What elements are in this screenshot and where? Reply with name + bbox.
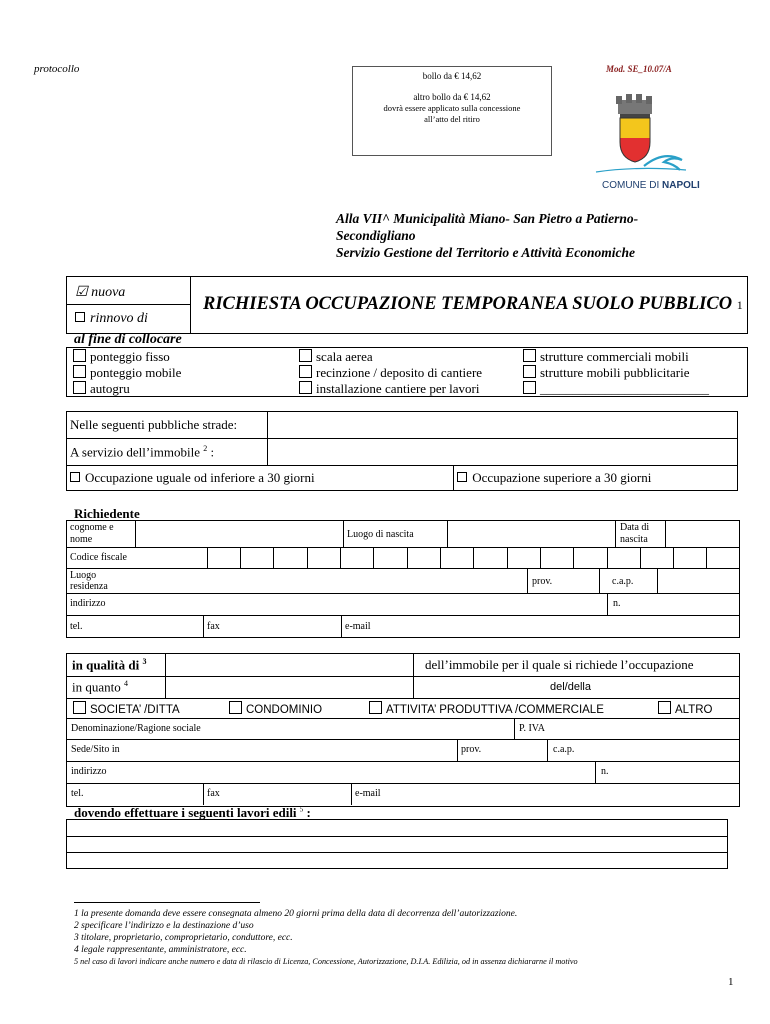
purpose-option-label: scala aerea bbox=[316, 349, 373, 364]
model-code: Mod. SE_10.07/A bbox=[606, 64, 672, 74]
purpose-option[interactable] bbox=[299, 365, 482, 381]
birthplace-label: Luogo di nascita bbox=[347, 529, 414, 540]
role-grid bbox=[66, 653, 740, 807]
protocol-label: protocollo bbox=[34, 63, 80, 75]
footnote-separator bbox=[74, 902, 260, 903]
purpose-option-label: strutture commerciali mobili bbox=[540, 349, 689, 364]
applicant-heading: Richiedente bbox=[74, 506, 140, 521]
form-title-note: 1 bbox=[736, 298, 743, 312]
purpose-option[interactable] bbox=[73, 349, 181, 365]
tax-code-label: Codice fiscale bbox=[70, 552, 127, 563]
form-title bbox=[203, 294, 743, 315]
company-label: Denominazione/Ragione sociale bbox=[71, 723, 201, 734]
duration-short-option[interactable]: Occupazione uguale od inferiore a 30 giorni bbox=[67, 466, 454, 491]
purpose-col-2 bbox=[299, 349, 482, 397]
checkbox-icon[interactable] bbox=[73, 365, 86, 378]
checkbox-icon[interactable] bbox=[73, 349, 86, 362]
purpose-option-label: __________________________ bbox=[540, 381, 709, 396]
prov-label: prov. bbox=[532, 576, 553, 587]
type-option[interactable]: CONDOMINIO bbox=[229, 701, 322, 716]
stamp-line-1: bollo da € 14,62 bbox=[422, 71, 482, 81]
recipient-line-1: Alla VII^ Municipalità Miano- San Pietro a Patierno- bbox=[336, 211, 639, 226]
works-lines[interactable] bbox=[66, 819, 728, 869]
purpose-option-label: installazione cantiere per lavori bbox=[316, 381, 480, 396]
footnote: 4 legale rappresentante, amministratore, ecc. bbox=[74, 945, 247, 955]
checkbox-icon[interactable] bbox=[70, 472, 80, 482]
role-tel-label: tel. bbox=[71, 788, 84, 799]
type-option[interactable]: ALTRO bbox=[658, 701, 713, 716]
purpose-col-3 bbox=[523, 349, 709, 397]
role-address-label: indirizzo bbox=[71, 766, 107, 777]
vat-label: P. IVA bbox=[519, 723, 545, 734]
footnote: 2 specificare l’indirizzo e la destinazione d’uso bbox=[74, 921, 254, 931]
birthdate-field[interactable] bbox=[666, 521, 739, 547]
checkbox-icon[interactable] bbox=[523, 349, 536, 362]
option-new-label: nuova bbox=[91, 285, 126, 300]
recipient-line-3: Servizio Gestione del Territorio e Attività Economiche bbox=[336, 245, 635, 260]
footnotes bbox=[74, 908, 578, 968]
purpose-option[interactable] bbox=[299, 381, 482, 397]
purpose-option[interactable] bbox=[73, 365, 181, 381]
checkbox-icon[interactable] bbox=[369, 701, 382, 714]
checkbox-icon[interactable] bbox=[457, 472, 467, 482]
works-heading: dovendo effettuare i seguenti lavori edili $^5$ : bbox=[74, 805, 311, 820]
option-new[interactable] bbox=[75, 284, 125, 301]
name-field[interactable] bbox=[136, 521, 343, 547]
site-label: Sede/Sito in bbox=[71, 744, 120, 755]
tax-code-cells[interactable] bbox=[207, 547, 739, 568]
checkbox-icon[interactable] bbox=[658, 701, 671, 714]
building-field[interactable] bbox=[268, 439, 738, 466]
form-title-text: RICHIESTA OCCUPAZIONE TEMPORANEA SUOLO PUBBLICO bbox=[203, 294, 733, 314]
email-label: e-mail bbox=[345, 621, 371, 632]
role-number-label: n. bbox=[601, 766, 609, 777]
birthplace-field[interactable] bbox=[448, 521, 615, 547]
logo-text-comune: COMUNE DI bbox=[602, 180, 662, 191]
logo-text-napoli: NAPOLI bbox=[662, 180, 700, 191]
number-label: n. bbox=[613, 598, 621, 609]
recipient-block bbox=[336, 210, 638, 261]
page-number: 1 bbox=[728, 976, 734, 988]
cap-label: c.a.p. bbox=[612, 576, 634, 587]
recipient-line-2: Secondigliano bbox=[336, 228, 416, 243]
quality-label: in qualità di $^3$ bbox=[72, 657, 147, 673]
birthdate-label: Data di nascita bbox=[620, 522, 650, 545]
footnote: 3 titolare, proprietario, comproprietario, conduttore, ecc. bbox=[74, 933, 293, 943]
checkbox-icon[interactable] bbox=[75, 312, 85, 322]
purpose-option-label: autogru bbox=[90, 381, 130, 396]
purpose-heading: al fine di collocare bbox=[74, 332, 182, 347]
as-label: in quanto $^4$ bbox=[72, 679, 128, 695]
fax-label: fax bbox=[207, 621, 220, 632]
checked-checkbox-icon[interactable]: ☑ bbox=[75, 285, 88, 300]
revenue-stamp-box bbox=[352, 66, 552, 156]
tel-label: tel. bbox=[70, 621, 83, 632]
checkbox-icon[interactable] bbox=[73, 701, 86, 714]
checkbox-icon[interactable] bbox=[229, 701, 242, 714]
checkbox-icon[interactable] bbox=[523, 381, 536, 394]
streets-label: Nelle seguenti pubbliche strade: bbox=[67, 412, 268, 439]
purpose-option[interactable] bbox=[523, 381, 709, 397]
name-label: cognome e nome bbox=[70, 522, 114, 545]
of-text: del/della bbox=[550, 681, 591, 693]
purpose-option[interactable] bbox=[523, 365, 709, 381]
property-text: dell’immobile per il quale si richiede l’occupazione bbox=[425, 657, 694, 672]
purpose-option-label: ponteggio mobile bbox=[90, 365, 182, 380]
footnote: 1 la presente domanda deve essere consegnata almeno 20 giorni prima della data di decorrenza dell’autorizzazione. bbox=[74, 909, 518, 919]
checkbox-icon[interactable] bbox=[523, 365, 536, 378]
address-label: indirizzo bbox=[70, 598, 106, 609]
purpose-option-label: ponteggio fisso bbox=[90, 349, 170, 364]
stamp-line-4: all’atto del ritiro bbox=[424, 114, 480, 124]
site-prov-label: prov. bbox=[461, 744, 482, 755]
checkbox-icon[interactable] bbox=[299, 381, 312, 394]
option-renewal[interactable] bbox=[75, 311, 148, 327]
purpose-box bbox=[66, 347, 748, 397]
location-table bbox=[66, 411, 738, 491]
streets-field[interactable] bbox=[268, 412, 738, 439]
option-renewal-label: rinnovo di bbox=[90, 311, 148, 326]
stamp-line-3: dovrà essere applicato sulla concessione bbox=[383, 103, 521, 113]
logo-text bbox=[602, 180, 700, 191]
type-option[interactable]: SOCIETA’ /DITTA bbox=[73, 701, 180, 716]
type-option[interactable]: ATTIVITA’ PRODUTTIVA /COMMERCIALE bbox=[369, 701, 604, 716]
residence-label: Luogo residenza bbox=[70, 570, 108, 592]
stamp-line-2: altro bollo da € 14,62 bbox=[413, 92, 491, 102]
building-label: A servizio dell’immobile $^2$ : bbox=[67, 439, 268, 466]
purpose-option[interactable] bbox=[299, 349, 482, 365]
checkbox-icon[interactable] bbox=[73, 381, 86, 394]
comune-di-napoli-logo bbox=[576, 92, 712, 198]
duration-long-option[interactable]: Occupazione superiore a 30 giorni bbox=[454, 466, 738, 491]
footnote: 5 nel caso di lavori indicare anche numero e data di rilascio di Licenza, Concessione, Autorizzazione, D.I.A. Edilizia, od in assenza dichiararne il motivo bbox=[74, 957, 578, 966]
checkbox-icon[interactable] bbox=[299, 349, 312, 362]
site-cap-label: c.a.p. bbox=[553, 744, 575, 755]
as-field[interactable] bbox=[166, 676, 413, 698]
purpose-option[interactable] bbox=[523, 349, 709, 365]
request-header-box bbox=[66, 276, 748, 334]
purpose-option[interactable] bbox=[73, 381, 181, 397]
applicant-grid bbox=[66, 520, 740, 638]
checkbox-icon[interactable] bbox=[299, 365, 312, 378]
purpose-option-label: recinzione / deposito di cantiere bbox=[316, 365, 483, 380]
role-fax-label: fax bbox=[207, 788, 220, 799]
role-email-label: e-mail bbox=[355, 788, 381, 799]
quality-field[interactable] bbox=[166, 654, 413, 676]
purpose-col-1 bbox=[73, 349, 181, 397]
purpose-option-label: strutture mobili pubblicitarie bbox=[540, 365, 690, 380]
